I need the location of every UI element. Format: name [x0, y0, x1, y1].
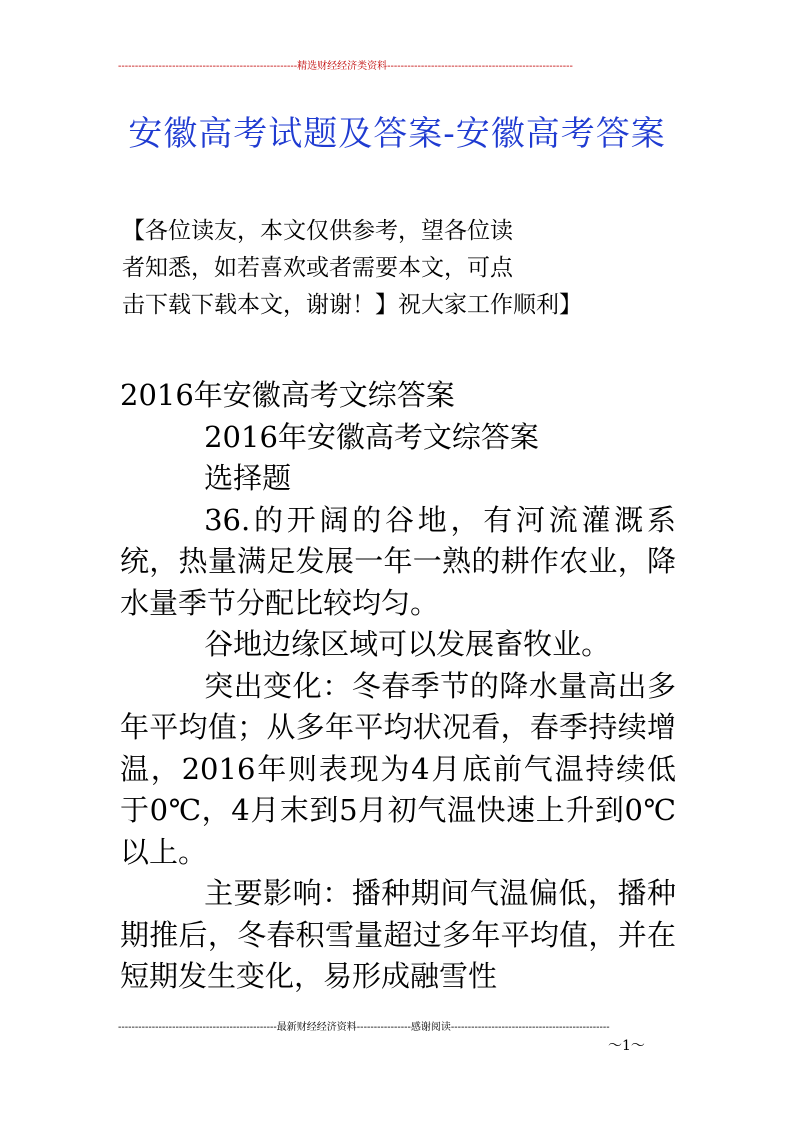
notice-line: 【各位读友，本文仅供参考，望各位读 — [122, 218, 513, 244]
document-title: 安徽高考试题及答案-安徽高考答案 — [128, 114, 666, 154]
body-heading: 2016年安徽高考文综答案 — [120, 378, 455, 412]
document-body — [120, 375, 676, 998]
body-subheading: 2016年安徽高考文综答案 — [204, 419, 539, 454]
body-paragraph: 主要影响：播种期间气温偏低，播种期推后，冬春积雪量超过多年平均值，并在短期发生变化，易形成融雪性 — [120, 876, 676, 993]
body-paragraph: 谷地边缘区域可以发展畜牧业。 — [204, 627, 611, 661]
body-paragraph: 突出变化：冬春季节的降水量高出多年平均值；从多年平均状况看，春季持续增温，2016年则表现为4月底前气温持续低于0℃，4月末到5月初气温快速上升到0℃以上。 — [120, 668, 676, 869]
page-number: ～1～ — [608, 1038, 645, 1054]
reader-notice — [122, 213, 642, 324]
notice-line: 者知悉，如若喜欢或者需要本文，可点 — [122, 255, 513, 281]
page-footer: -----------------------------------------------最新财经经济资料----------------感谢阅读----------------------------------------------- — [118, 1022, 610, 1033]
body-paragraph: 36.的开阔的谷地，有河流灌溉系统，热量满足发展一年一熟的耕作农业，降水量季节分配比较均匀。 — [120, 502, 676, 620]
page-header: -----------------------------------------------------精选财经经济类资料------------------------------------------------------- — [118, 61, 573, 72]
section-label: 选择题 — [204, 461, 292, 495]
notice-line: 击下载下载本文，谢谢！】祝大家工作顺利】 — [122, 292, 582, 318]
